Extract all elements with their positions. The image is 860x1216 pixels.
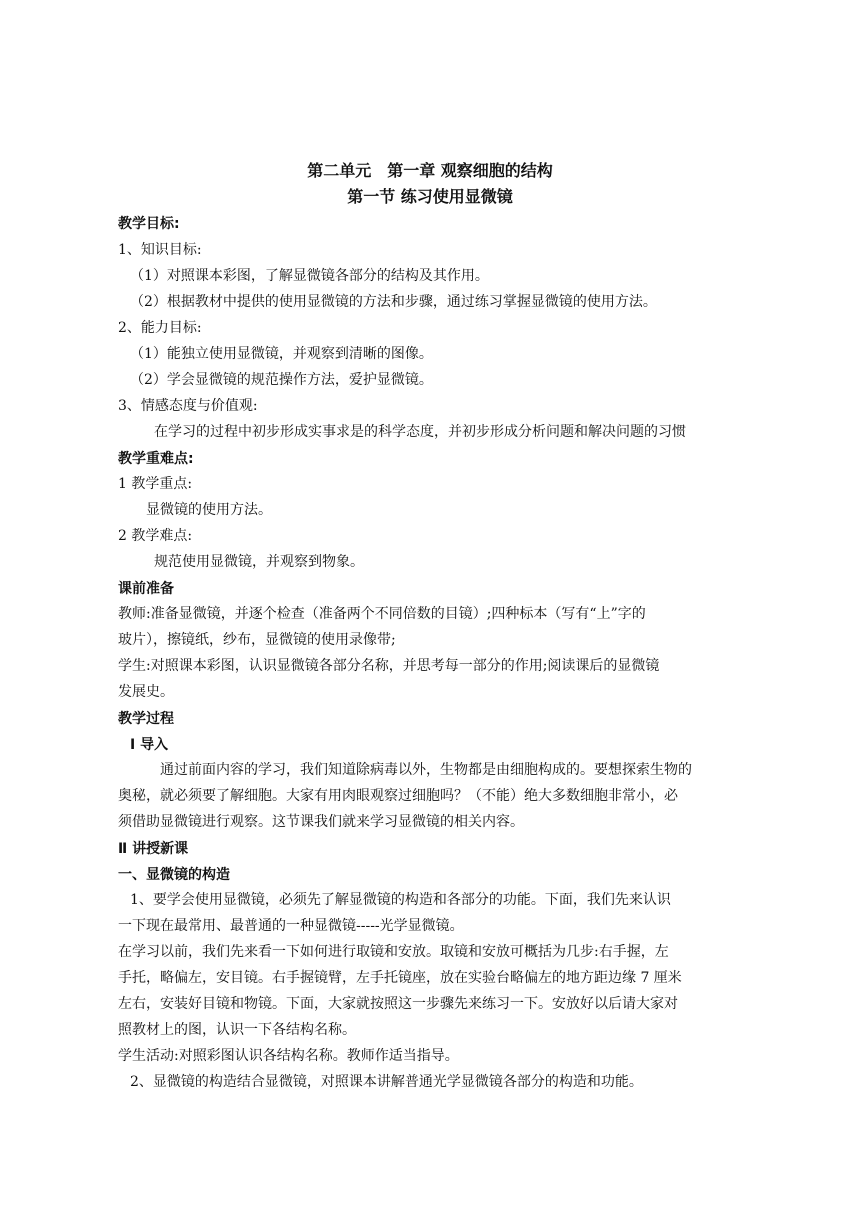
goal-attitude: 3、情感态度与价值观: bbox=[118, 398, 258, 414]
structure-paragraph-line-2: 一下现在最常用、最普通的一种显微镜-----光学显微镜。 bbox=[118, 918, 464, 934]
page-title: 第二单元 第一章 观察细胞的结构 bbox=[307, 161, 553, 180]
structure-paragraph-line-3: 在学习以前，我们先来看一下如何进行取镜和安放。取镜和安放可概括为几步:右手握，左 bbox=[118, 944, 669, 960]
key-point-1-text: 显微镜的使用方法。 bbox=[146, 502, 272, 518]
structure-heading: 一、显微镜的构造 bbox=[118, 867, 230, 883]
intro-paragraph-line-2: 奥秘，就必须要了解细胞。大家有用肉眼观察过细胞吗？（不能）绝大多数细胞非常小，必 bbox=[118, 788, 678, 804]
structure-paragraph-line-6: 照教材上的图，认识一下各结构名称。 bbox=[118, 1022, 356, 1038]
goal-ability-item-1: （1）能独立使用显微镜，并观察到清晰的图像。 bbox=[130, 346, 433, 362]
key-point-2: 2 教学难点: bbox=[118, 528, 193, 544]
structure-paragraph-line-1: 1、要学会使用显微镜，必须先了解显微镜的构造和各部分的功能。下面，我们先来认识 bbox=[130, 892, 671, 908]
structure-paragraph-line-4: 手托，略偏左，安目镜。右手握镜臂，左手托镜座，放在实验台略偏左的地方距边缘 7 厘米 bbox=[118, 970, 682, 986]
goal-attitude-text: 在学习的过程中初步形成实事求是的科学态度，并初步形成分析问题和解决问题的习惯 bbox=[154, 424, 686, 440]
goal-ability-item-2: （2）学会显微镜的规范操作方法，爱护显微镜。 bbox=[130, 372, 433, 388]
goal-knowledge-item-1: （1）对照课本彩图，了解显微镜各部分的结构及其作用。 bbox=[130, 268, 489, 284]
prep-teacher-line-2: 玻片），擦镜纸，纱布，显微镜的使用录像带; bbox=[118, 632, 396, 648]
intro-heading: Ⅰ 导入 bbox=[130, 737, 169, 753]
goal-ability: 2、能力目标: bbox=[118, 320, 202, 336]
student-activity: 学生活动:对照彩图认识各结构名称。教师作适当指导。 bbox=[118, 1048, 459, 1064]
key-point-1: 1 教学重点: bbox=[118, 476, 193, 492]
goal-knowledge: 1、知识目标: bbox=[118, 242, 202, 258]
goal-knowledge-item-2: （2）根据教材中提供的使用显微镜的方法和步骤，通过练习掌握显微镜的使用方法。 bbox=[130, 294, 657, 310]
goals-heading: 教学目标: bbox=[118, 216, 180, 232]
key-point-2-text: 规范使用显微镜，并观察到物象。 bbox=[154, 554, 364, 570]
prep-student-line-2: 发展史。 bbox=[118, 684, 174, 700]
process-heading: 教学过程 bbox=[118, 711, 174, 727]
structure-explanation: 2、显微镜的构造结合显微镜，对照课本讲解普通光学显微镜各部分的构造和功能。 bbox=[130, 1074, 643, 1090]
new-lesson-heading: Ⅱ 讲授新课 bbox=[118, 841, 189, 857]
prep-heading: 课前准备 bbox=[118, 581, 174, 597]
prep-student-line-1: 学生:对照课本彩图，认识显微镜各部分名称，并思考每一部分的作用;阅读课后的显微镜 bbox=[118, 658, 660, 674]
intro-paragraph-line-3: 须借助显微镜进行观察。这节课我们就来学习显微镜的相关内容。 bbox=[118, 814, 524, 830]
section-title: 第一节 练习使用显微镜 bbox=[347, 187, 513, 206]
intro-paragraph-line-1: 通过前面内容的学习，我们知道除病毒以外，生物都是由细胞构成的。要想探索生物的 bbox=[160, 762, 692, 778]
structure-paragraph-line-5: 左右，安装好目镜和物镜。下面，大家就按照这一步骤先来练习一下。安放好以后请大家对 bbox=[118, 996, 678, 1012]
key-heading: 教学重难点: bbox=[118, 451, 194, 467]
prep-teacher-line-1: 教师:准备显微镜，并逐个检查（准备两个不同倍数的目镜）;四种标本（写有“上”字的 bbox=[118, 606, 646, 622]
